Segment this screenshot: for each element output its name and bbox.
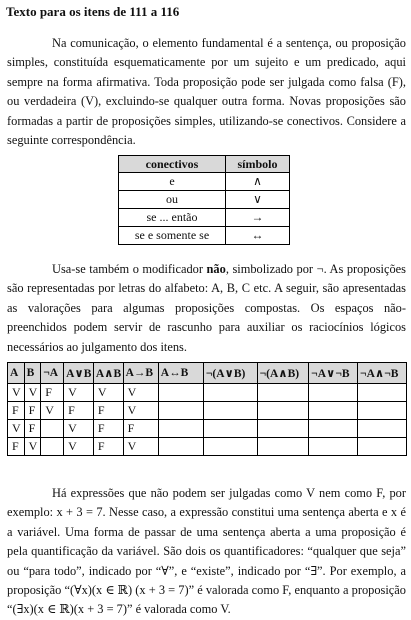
truth-table-cell [203, 420, 257, 438]
truth-table-cell: V [24, 438, 41, 456]
truth-table-cell [309, 420, 358, 438]
truth-table-cell: F [93, 420, 123, 438]
truth-table-cell: V [41, 402, 64, 420]
connectives-row [119, 173, 290, 191]
paragraph-modifier-bold: não [206, 262, 226, 276]
truth-table-cell: F [24, 402, 41, 420]
truth-table-row [8, 420, 407, 438]
truth-table-cell: F [8, 402, 25, 420]
truth-table-header-cell: A→B [123, 363, 158, 384]
symbol-cell: ∧ [226, 173, 290, 191]
truth-table-header-cell: ¬(A∨B) [203, 363, 257, 384]
truth-table-cell: V [8, 384, 25, 402]
truth-table-cell: F [24, 420, 41, 438]
paragraph-modifier-after: , simbolizado por ¬. As proposições são representadas por letras do alfabeto: A, B, C etc. A seguir, são apresentadas as valorações para algumas proposições compostas. Os espaços não-preenchidos podem servir de rascunho para auxiliar os raciocínios lógicos necessários ao julgamento dos itens. [7, 262, 407, 354]
truth-table-header-cell: A↔B [158, 363, 203, 384]
truth-table-cell: F [8, 438, 25, 456]
truth-table-cell: V [24, 384, 41, 402]
truth-table-cell [358, 420, 407, 438]
truth-table-cell: V [64, 384, 94, 402]
truth-table-cell [257, 384, 309, 402]
symbol-cell: ∨ [226, 191, 290, 209]
connectives-row [119, 191, 290, 209]
truth-table-row [8, 384, 407, 402]
connectives-table [118, 155, 290, 245]
truth-table-cell [41, 420, 64, 438]
section-title: Texto para os itens de 111 a 116 [6, 4, 180, 19]
truth-table-cell [158, 420, 203, 438]
truth-table-cell [257, 402, 309, 420]
truth-table-cell: F [93, 438, 123, 456]
truth-table [7, 362, 407, 456]
truth-table-cell [203, 402, 257, 420]
truth-table-cell: V [8, 420, 25, 438]
truth-table-cell [203, 384, 257, 402]
truth-table-cell [203, 438, 257, 456]
truth-table-header-cell: A [8, 363, 25, 384]
truth-table-cell [158, 402, 203, 420]
symbol-cell: → [226, 209, 290, 227]
connectives-row [119, 227, 290, 245]
paragraph-modifier-before: Usa-se também o modificador [52, 262, 207, 276]
truth-table-cell [257, 438, 309, 456]
truth-table-cell: V [93, 384, 123, 402]
connective-cell: se ... então [119, 209, 226, 227]
paragraph-quantifiers: Há expressões que não podem ser julgadas como V nem como F, por exemplo: x + 3 = 7. Nesse caso, a expressão constitui uma sentença aberta e x é a variável. Uma forma de passar de uma sentença aberta a uma proposição é pela quantificação da variável. São dois os quantificadores: “qualquer que seja” ou “para todo”, indicado por “∀”, e “existe”, indicado por “∃”. Por exemplo, a proposição “(∀x)(x ∈ ℝ) (x + 3 = 7)” é valorada como F, enquanto a proposição “(∃x)(x ∈ ℝ)(x + 3 = 7)” é valorada como V. [7, 486, 406, 617]
truth-table-header-cell: ¬(A∧B) [257, 363, 309, 384]
truth-table-cell [358, 384, 407, 402]
truth-table-header-cell: ¬A∨¬B [309, 363, 358, 384]
truth-table-cell: F [64, 402, 94, 420]
truth-table-cell: V [123, 438, 158, 456]
truth-table-header-cell: A∧B [93, 363, 123, 384]
truth-table-cell: V [123, 402, 158, 420]
truth-table-cell: V [123, 384, 158, 402]
truth-table-cell [358, 402, 407, 420]
truth-table-cell [309, 402, 358, 420]
truth-table-cell [309, 384, 358, 402]
connective-cell: se e somente se [119, 227, 226, 245]
connective-cell: ou [119, 191, 226, 209]
symbol-header: símbolo [226, 156, 290, 173]
connectives-header: conectivos [119, 156, 226, 173]
truth-table-header-cell: ¬A∧¬B [358, 363, 407, 384]
truth-table-cell [158, 438, 203, 456]
truth-table-cell: F [123, 420, 158, 438]
truth-table-cell: F [41, 384, 64, 402]
truth-table-cell [257, 420, 309, 438]
paragraph-modifier [7, 260, 406, 357]
truth-table-header-row [8, 363, 407, 384]
truth-table-cell [41, 438, 64, 456]
truth-table-row [8, 438, 407, 456]
connectives-row [119, 209, 290, 227]
paragraph-intro: Na comunicação, o elemento fundamental é a sentença, ou proposição simples, constituída esquematicamente por um sujeito e um predicado, aqui sempre na forma afirmativa. Toda proposição pode ser julgada como falsa (F), ou verdadeira (V), excluindo-se qualquer outra forma. Novas proposições são formadas a partir de proposições simples, utilizando-se conectivos. Considere a seguinte correspondência. [7, 36, 406, 148]
truth-table-cell [358, 438, 407, 456]
truth-table-header-cell: B [24, 363, 41, 384]
connectives-header-row [119, 156, 290, 173]
truth-table-header-cell: ¬A [41, 363, 64, 384]
truth-table-cell: F [93, 402, 123, 420]
truth-table-cell [158, 384, 203, 402]
truth-table-cell [309, 438, 358, 456]
truth-table-row [8, 402, 407, 420]
symbol-cell: ↔ [226, 227, 290, 245]
truth-table-cell: V [64, 420, 94, 438]
truth-table-header-cell: A∨B [64, 363, 94, 384]
truth-table-cell: V [64, 438, 94, 456]
connective-cell: e [119, 173, 226, 191]
